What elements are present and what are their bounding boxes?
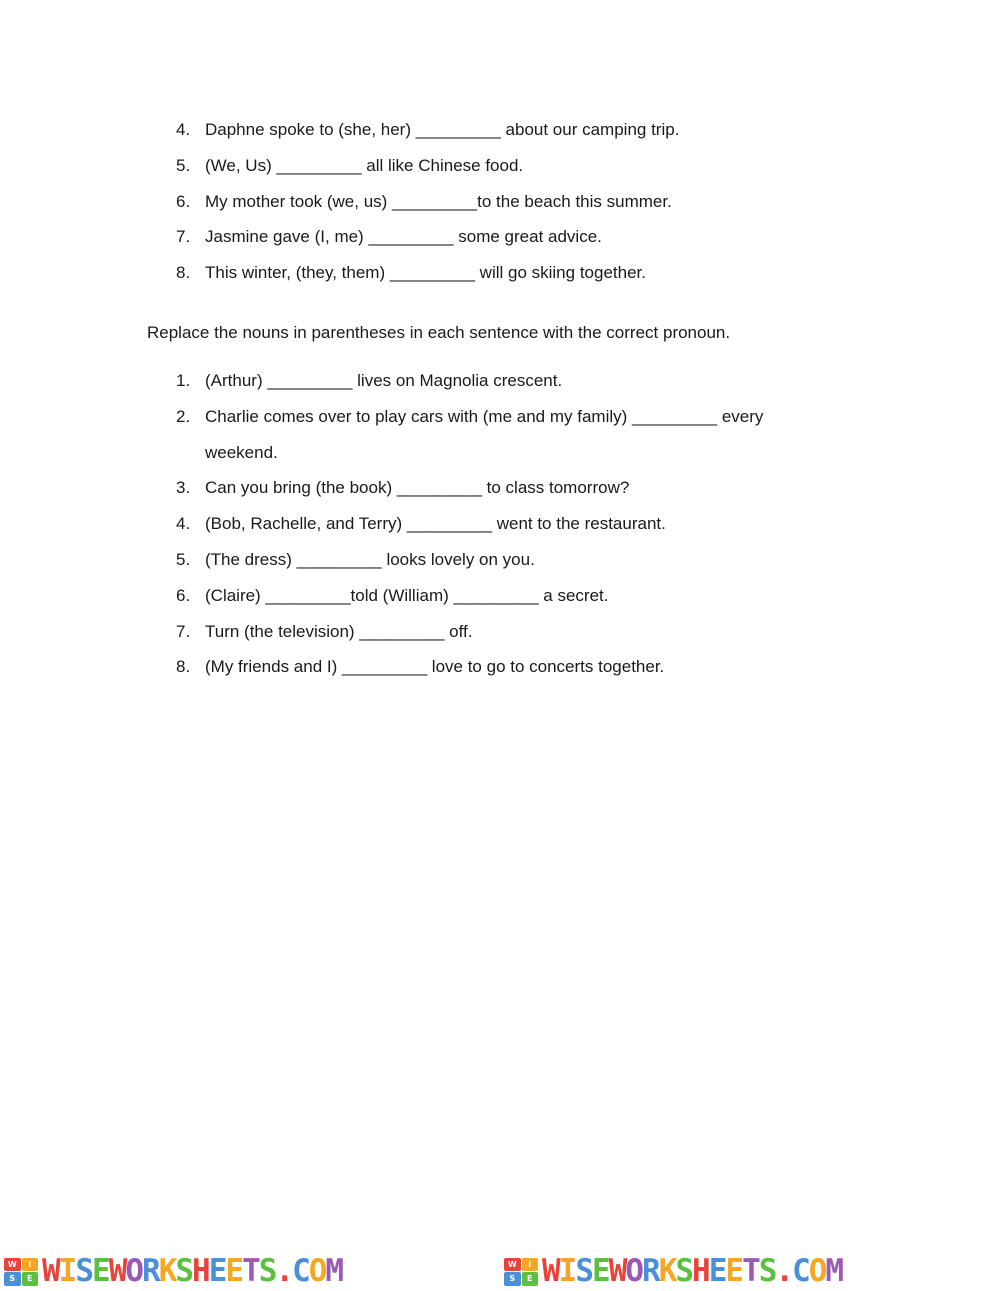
brand-logo	[500, 1252, 1000, 1291]
item-number: 4.	[176, 514, 191, 534]
wordmark-letter: E	[708, 1253, 726, 1289]
wordmark-letter: S	[758, 1253, 776, 1289]
wordmark-letter: S	[258, 1253, 276, 1289]
item-text: (Claire) _________told (William) _________ a secret.	[205, 585, 609, 605]
list-item	[176, 542, 805, 578]
item-number: 5.	[176, 155, 191, 175]
item-text: Turn (the television) _________ off.	[205, 621, 473, 641]
item-number: 8.	[176, 263, 191, 283]
wordmark-letter: E	[725, 1253, 743, 1289]
wordmark-letter: W	[108, 1253, 126, 1289]
item-text: Daphne spoke to (she, her) _________ about our camping trip.	[205, 120, 680, 139]
wordmark-letter: .	[775, 1253, 793, 1289]
item-text: (Arthur) _________ lives on Magnolia crescent.	[205, 371, 563, 390]
brand-wordmark	[542, 1252, 842, 1291]
wordmark-letter: K	[158, 1253, 176, 1289]
wordmark-letter: W	[542, 1253, 559, 1289]
footer-watermark	[0, 1252, 1000, 1291]
list-item	[176, 470, 805, 506]
wordmark-letter: I	[558, 1253, 576, 1289]
item-text: Jasmine gave (I, me) _________ some great advice.	[205, 227, 602, 247]
wordmark-letter: I	[58, 1253, 76, 1289]
wordmark-letter: S	[175, 1253, 193, 1289]
wordmark-letter: S	[675, 1253, 693, 1289]
wordmark-letter: O	[125, 1253, 143, 1289]
brand-wordmark	[42, 1252, 342, 1291]
item-text: (The dress) _________ looks lovely on you.	[205, 549, 535, 569]
item-number: 2.	[176, 406, 191, 426]
wordmark-letter: M	[325, 1253, 343, 1289]
item-number: 8.	[176, 657, 191, 677]
wordmark-letter: .	[275, 1253, 293, 1289]
wordmark-letter: R	[642, 1253, 659, 1289]
wise-blocks-icon	[4, 1258, 38, 1286]
wordmark-letter: T	[742, 1253, 759, 1289]
logo-block: I	[522, 1258, 539, 1272]
item-text: This winter, (they, them) _________ will go skiing together.	[205, 263, 646, 283]
item-text: (My friends and I) _________ love to go to concerts together.	[205, 657, 665, 677]
logo-block: E	[522, 1272, 539, 1286]
list-item	[176, 649, 805, 685]
list-item	[176, 399, 805, 471]
item-text: (Bob, Rachelle, and Terry) _________ went to the restaurant.	[205, 514, 666, 534]
brand-logo	[0, 1252, 500, 1291]
item-text: Can you bring (the book) _________ to class tomorrow?	[205, 478, 630, 498]
item-number: 5.	[176, 549, 191, 569]
wordmark-letter: W	[608, 1253, 626, 1289]
list-item	[176, 112, 805, 148]
wordmark-letter: C	[792, 1253, 809, 1289]
list-item	[176, 255, 805, 291]
wordmark-letter: H	[192, 1253, 209, 1289]
logo-block: W	[4, 1258, 21, 1272]
wordmark-letter: C	[292, 1253, 309, 1289]
list-item	[176, 614, 805, 650]
list-item	[176, 184, 805, 220]
item-number: 6.	[176, 585, 191, 605]
item-number: 1.	[176, 371, 191, 390]
list-item	[176, 148, 805, 184]
wordmark-letter: H	[692, 1253, 709, 1289]
exercise-list-part2	[176, 363, 805, 685]
wordmark-letter: O	[625, 1253, 643, 1289]
item-text: (We, Us) _________ all like Chinese food.	[205, 155, 524, 175]
item-number: 7.	[176, 621, 191, 641]
list-item	[176, 363, 805, 399]
item-number: 3.	[176, 478, 191, 498]
list-item	[176, 506, 805, 542]
logo-block: S	[504, 1272, 521, 1286]
item-number: 6.	[176, 191, 191, 211]
list-item	[176, 219, 805, 255]
item-text: Charlie comes over to play cars with (me and my family) _________ every weekend.	[205, 406, 764, 462]
item-number: 7.	[176, 227, 191, 247]
item-number: 4.	[176, 120, 191, 139]
item-text: My mother took (we, us) _________to the beach this summer.	[205, 191, 672, 211]
wordmark-letter: E	[92, 1253, 109, 1289]
wordmark-letter: K	[658, 1253, 676, 1289]
exercise-list-part1	[176, 112, 805, 291]
wordmark-letter: E	[592, 1253, 609, 1289]
logo-block: W	[504, 1258, 521, 1272]
wordmark-letter: M	[825, 1253, 843, 1289]
wordmark-letter: R	[142, 1253, 159, 1289]
wordmark-letter: E	[208, 1253, 226, 1289]
wordmark-letter: S	[75, 1253, 93, 1289]
wordmark-letter: O	[808, 1253, 826, 1289]
logo-block: S	[4, 1272, 21, 1286]
logo-block: I	[22, 1258, 39, 1272]
wordmark-letter: E	[225, 1253, 243, 1289]
instruction-text: Replace the nouns in parentheses in each sentence with the correct pronoun.	[147, 323, 731, 342]
logo-block: E	[22, 1272, 39, 1286]
wordmark-letter: T	[242, 1253, 259, 1289]
list-item	[176, 578, 805, 614]
wordmark-letter: S	[575, 1253, 593, 1289]
wise-blocks-icon	[504, 1258, 538, 1286]
wordmark-letter: W	[42, 1253, 59, 1289]
wordmark-letter: O	[308, 1253, 326, 1289]
